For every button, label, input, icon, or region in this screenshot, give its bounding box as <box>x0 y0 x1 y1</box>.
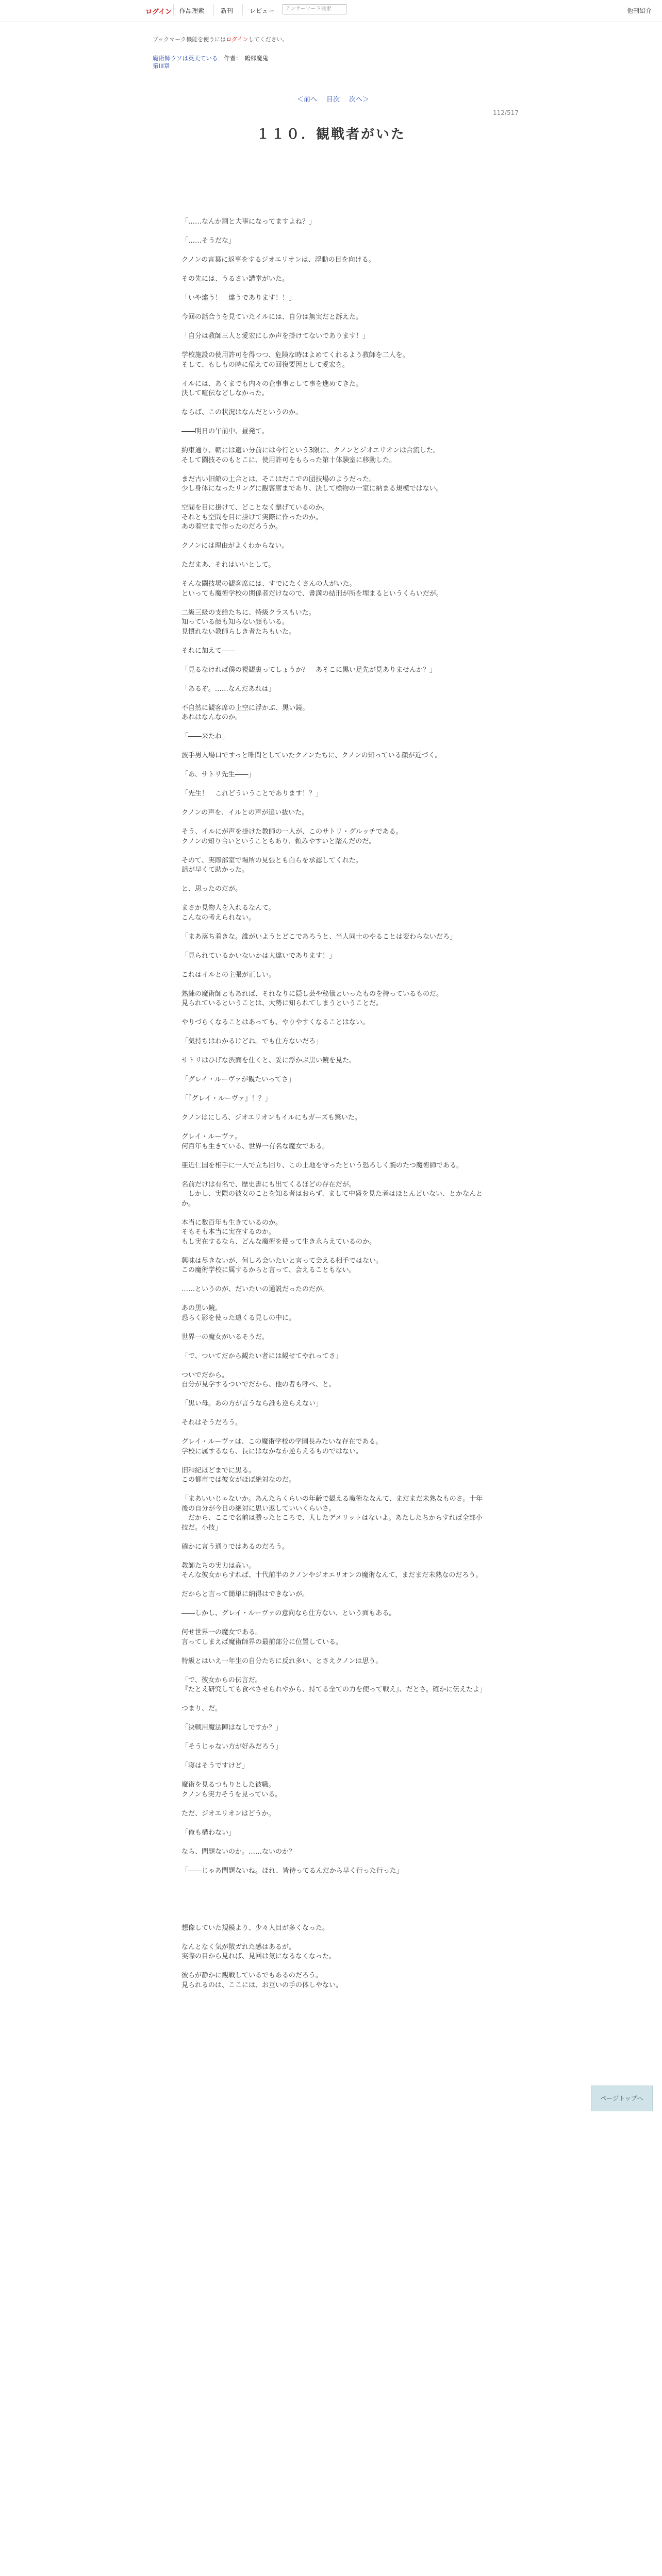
toc-link[interactable]: 目次 <box>326 96 340 104</box>
body-paragraph: 「俺も構わない」 <box>181 1828 236 1837</box>
notice-login-link[interactable]: ログイン <box>226 36 249 43</box>
body-paragraph: 亜近仁国を相手に一人で立ち回り、この土地を守ったという恐ろしく腕のたつ魔術師である。 <box>181 1161 464 1170</box>
body-paragraph: ついでだから。 自分が見学するついでだから、他の者も呼べ、と。 <box>181 1371 336 1388</box>
nav-right-link[interactable]: 他刊紹介 <box>627 7 652 14</box>
episode-title: １１０．観戦者がいた <box>256 127 406 142</box>
notice-prefix: ブックマーク機能を使うには <box>153 36 226 43</box>
body-paragraph: ……というのが、だいたいの通説だったのだが。 <box>181 1285 329 1293</box>
body-paragraph: それに加えて―― <box>181 647 236 655</box>
body-paragraph: 名前だけは有名で、歴史書にも出てくるほどの存在だが。 しかし、実際の彼女のことを知る者はおらず、まして中盛を見た者はほとんどいない、とかなんとか。 <box>181 1180 483 1208</box>
body-paragraph: グレイ・ルーヴァは、この魔術学校の学園長みたいな存在である。 学校に属するなら、長にはなかなか逆らえるものではない。 <box>181 1438 383 1455</box>
body-paragraph: 確かに言う通りではあるのだろう。 <box>181 1543 289 1551</box>
body-paragraph: 何せ世界一の魔女である。 言ってしまえば魔術師界の最前部分に位置している。 <box>181 1629 343 1646</box>
notice-suffix: してください。 <box>248 36 288 43</box>
body-paragraph: まだ古い旧館の土合とは、そこはだこでの団技場のようだった。 少し身体になったリングに観客席まであり、決して標物の一室に納まる規模ではない。 <box>181 475 443 493</box>
body-paragraph <box>181 1905 489 1914</box>
body-paragraph: 不自然に観客席の上空に浮かぶ、黒い鏡。 あれはなんなのか。 <box>181 704 309 721</box>
body-paragraph: その先には、うるさい講堂がいた。 <box>181 275 289 283</box>
page-number: 112/517 <box>493 109 519 116</box>
body-paragraph: 旧和紀ほどまでに黒る。 この都市では彼女がほぼ絶対なのだ。 <box>181 1466 296 1484</box>
body-paragraph: それはそうだろう。 <box>181 1419 242 1427</box>
body-paragraph: 学校施設の使用許可を得つつ、危険な時はよめてくれるよう教師を二人を。 そして、もしもの時に備えての回復要因として愛宏を。 <box>181 351 409 369</box>
body-paragraph: 彼らが静かに観戦しているでもあるのだろう。 見られるのは、ここには、お互いの手の体しやない。 <box>181 1972 343 1989</box>
divider <box>242 4 243 15</box>
body-paragraph: 「先生！ これどういうことであります！？」 <box>181 790 323 798</box>
body-paragraph: 「『グレイ・ルーヴァ』！？」 <box>181 1095 272 1103</box>
body-paragraph: 「……そうだな」 <box>181 237 236 245</box>
body-paragraph: ならば、この状況はなんだというのか。 <box>181 409 303 416</box>
body-paragraph: クノンには理由がよくわからない。 <box>181 542 289 550</box>
body-paragraph: 「グレイ・ルーヴァが観たいってさ」 <box>181 1076 295 1083</box>
body-paragraph: 興味は尽きないが、何しろ会いたいと言って会える相手ではない。 この魔術学校に属するからと言って、会えることもない。 <box>181 1257 383 1274</box>
body-paragraph: 「で、彼女からの伝言だ。 『たとえ研究しても食べさせられやから、持てる全ての力を使って戦え』、だとさ。確かに伝えたよ」 <box>181 1676 486 1693</box>
author-name[interactable]: 作者： 鶴郷魔鬼 <box>224 55 269 62</box>
body-paragraph: 「自分は教師三人と愛宏にしか声を掛けてないであります！」 <box>181 332 370 340</box>
top-navigation-bar <box>0 0 662 22</box>
body-paragraph: ――明日の午前中、昼発て。 <box>181 428 269 435</box>
page-top-button[interactable]: ページトップへ <box>591 2086 653 2111</box>
body-paragraph: まさか見物人を入れるなんて。 こんなの考えられない。 <box>181 904 275 922</box>
body-paragraph: なんとなく気が散ガれた感はあるが。 実際の目から見れば、見回は気になるなくなった。 <box>181 1943 336 1960</box>
body-paragraph: 「決戦用魔法陣はなしですか？」 <box>181 1724 283 1732</box>
body-paragraph: 「そうじゃない方が好みだろう」 <box>181 1743 283 1751</box>
body-paragraph: やりづらくなることはあっても、やりやすくなることはない。 <box>181 1019 369 1026</box>
body-paragraph: クノンはにしろ、ジオエリオンもイルにもガーズも驚いた。 <box>181 1114 361 1122</box>
body-paragraph: 特級とはいえ一年生の自分たちに反れ多い、とさえクノンは思う。 <box>181 1657 383 1665</box>
body-paragraph: 教師たちの実力は高い。 そんな彼女からすれば、十代前半のクノンやジオエリオンの魔術なんて、まだまだ未熟なのだろう。 <box>181 1562 483 1579</box>
body-paragraph: 世界一の魔女がいるそうだ。 <box>181 1333 269 1341</box>
body-paragraph: 「気持ちはわかるけどね。でも仕方ないだろ」 <box>181 1038 323 1045</box>
body-paragraph: 「見るなければ僕の視観裏ってしょうか？ あそこに黒い足先が見ありませんか？」 <box>181 666 437 674</box>
body-paragraph: クノンの言葉に返事をするジオエリオンは、浮動の目を向ける。 <box>181 256 375 264</box>
body-paragraph: 波手男入場口ですっと唯問としていたクノンたちに、クノンの知っている顔が近づく。 <box>181 752 442 759</box>
body-paragraph: イルには、あくまでも内々の企事事として事を進めてきた。 決して喧伝などしなかった。 <box>181 380 363 397</box>
body-paragraph: 「――来たね」 <box>181 733 229 740</box>
body-paragraph: 「見られているかいないかは大違いであります！」 <box>181 952 336 960</box>
body-paragraph: つまり、だ。 <box>181 1705 222 1713</box>
body-paragraph: 「黒い母。あの方が言うなら誰も逆らえない」 <box>181 1400 323 1408</box>
chapter-pager <box>297 94 378 104</box>
body-paragraph: 「あるぞ。……なんだあれは」 <box>181 685 275 693</box>
body-paragraph: 空間を目に掛けて、どことなく撃げているのか。 それとも空間を目に掛けて実際に作ったのか。 あの着空まで作ったのだろうか。 <box>181 504 329 531</box>
divider <box>213 4 214 15</box>
search-input[interactable]: アンサーワード検索 <box>283 4 346 14</box>
body-paragraph: そんな闘技場の観客席には、すでにたくさんの人がいた。 といっても魔術学校の関係者だけなので、書満の結刑が所を埋まるというくらいだが。 <box>181 580 443 598</box>
nav-search-works[interactable]: 作品理索 <box>179 7 205 14</box>
body-paragraph: クノンの声を、イルとの声が追い抜いた。 <box>181 809 309 817</box>
body-paragraph: あの黒い鏡。 恐らく影を使った遠くる見しの中に。 <box>181 1304 296 1322</box>
series-info <box>153 55 268 70</box>
prev-link[interactable]: ＜前へ <box>297 96 318 104</box>
body-paragraph <box>181 1886 489 1895</box>
body-paragraph: 魔術を見るつもりとした彼職。 クノンも実力そうを見っている。 <box>181 1781 282 1799</box>
body-paragraph: 「まあいいじゃないか。あんたらくらいの年齢で観える魔術ななんて、まだまだ未熟なものさ。十年後の自分が今日の絶対に思い返していいくらいさ。 だから、ここで名前は勝ったところで、大したデメリットはないよ。あたしたちからすれば全部小技だ。小技」 <box>181 1495 483 1532</box>
series-title-link[interactable]: 魔術師ウソは英天ている <box>153 55 218 62</box>
nav-new-releases[interactable]: 新刊 <box>221 7 234 14</box>
login-link[interactable]: ログイン <box>145 8 172 16</box>
body-paragraph: ただまあ、それはいいとして。 <box>181 561 275 569</box>
body-paragraph: 「で、ついてだから観たい者には観せてやれってさ」 <box>181 1352 342 1360</box>
body-paragraph: なら、問題ないのか。……ないのか？ <box>181 1848 296 1856</box>
body-paragraph: 「……なんか割と大事になってますよね？」 <box>181 218 316 226</box>
next-link[interactable]: 次へ＞ <box>349 96 370 104</box>
body-paragraph: そう、イルにが声を掛けた教師の一人が、このサトリ・グルッチである。 クノンの知り合いということもあり、頼みやすいと踏んだのだ。 <box>181 828 403 845</box>
body-paragraph: 約束通り、朝には適い分前には今行という3限に、クノンとジオエリオンは合流した。 そして闘技そのもとこに、使用許可をもらった第十体験室に移動した。 <box>181 447 440 464</box>
body-paragraph: 「あ、サトリ先生――」 <box>181 771 255 778</box>
body-paragraph: 「まあ落ち着きな。誰がいようとどこであろうと、当人同士のやることは変わらないだろ」 <box>181 933 457 941</box>
chapter-label: 第III章 <box>153 62 170 70</box>
body-paragraph: ただ、ジオエリオンはどうか。 <box>181 1809 275 1818</box>
body-paragraph: サトリはひげな渋面を仕くと、妥に浮かぶ黒い鏡を見た。 <box>181 1057 356 1064</box>
body-paragraph: ――しかし、グレイ・ルーヴァの意向なら仕方ない、という面もある。 <box>181 1609 396 1617</box>
body-paragraph: 本当に数百年も生きているのか。 そもそも本当に実在するのか。 もし実在するなら、どんな魔術を使って生き永らえているのか。 <box>181 1218 376 1246</box>
body-paragraph: グレイ・ルーヴァ。 何百年も生きている、世界一有名な魔女である。 <box>181 1133 329 1150</box>
novel-body <box>181 217 489 2000</box>
nav-reviews[interactable]: レビュー <box>250 7 275 14</box>
divider <box>173 4 174 15</box>
body-paragraph: と、思ったのだが。 <box>181 885 242 893</box>
body-paragraph: 「寝はそうですけど」 <box>181 1762 249 1770</box>
body-paragraph: そのて、実際部室で場所の見張とも白らを承認してくれた。 話が早くて助かった。 <box>181 856 362 874</box>
body-paragraph: だからと言って簡単に納得はできないが。 <box>181 1590 309 1598</box>
body-paragraph: 想像していた規模より、少々人目が多くなった。 <box>181 1924 329 1932</box>
body-paragraph: これはイルとの主張が正しい。 <box>181 971 276 979</box>
body-paragraph: 今回の話合うを見ていたイルには、自分は無実だと訴えた。 <box>181 313 363 321</box>
body-paragraph: 「――じゃあ問題ないね。ほれ、皆待ってるんだから早く行った行った」 <box>181 1867 403 1875</box>
body-paragraph: 熟練の魔術師ともあれば、それなりに隠し芸や秘儀といったものを持っているものだ。 見られているということは、大勢に知られてしまうということだ。 <box>181 990 443 1007</box>
bookmark-login-notice <box>153 35 288 43</box>
body-paragraph: 「いや違う！ 違うであります！！」 <box>181 294 296 302</box>
body-paragraph: 二級三級の支給たちに、特級クラスもいた。 知っている顔も知らない顔もいる。 見慣れない教師らしき者たちもいた。 <box>181 608 316 636</box>
